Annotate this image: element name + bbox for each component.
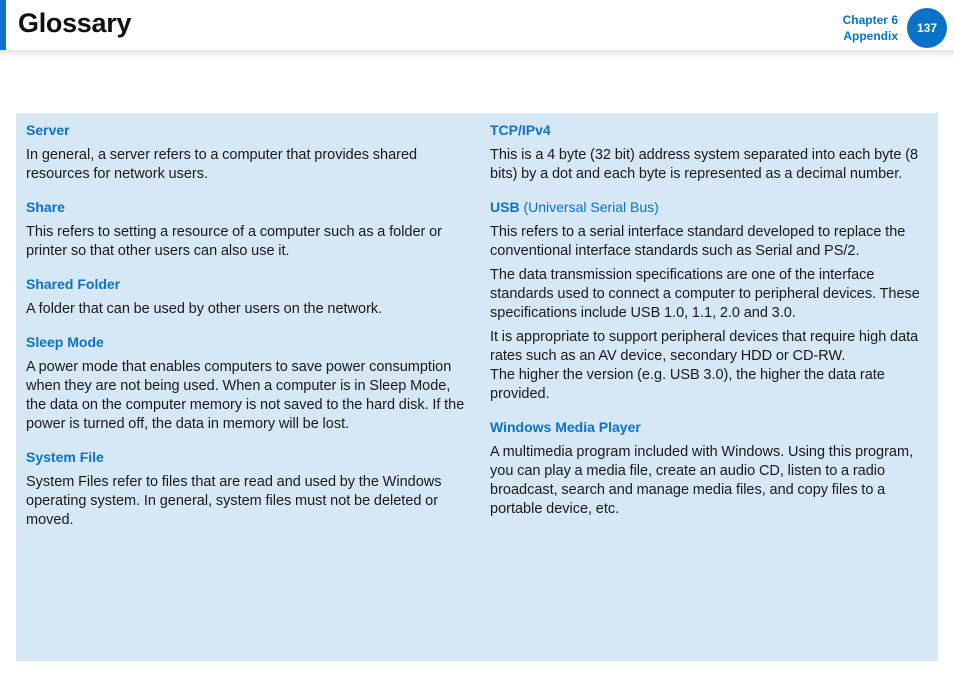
page-number-badge: 137 [907, 8, 947, 48]
chapter-name: Chapter 6 [842, 13, 898, 27]
definition-usb-1: This refers to a serial interface standard developed to replace the conventional interface standards such as Serial and PS/2. [490, 224, 906, 259]
entry-sleep-mode [26, 333, 466, 434]
definition-sleep-mode: A power mode that enables computers to save power consumption when they are not being used. When a computer is in Sleep Mode, the data on the computer memory is not saved to the hard disk. If the power is turned off, the data in memory will be lost. [26, 359, 465, 432]
term-windows-media-player: Windows Media Player [490, 419, 641, 435]
entry-tcp-ipv4 [490, 121, 930, 184]
entry-server [26, 121, 466, 184]
definition-share: This refers to setting a resource of a computer such as a folder or printer so that other users can also use it. [26, 224, 442, 259]
definition-usb-4: The higher the version (e.g. USB 3.0), the higher the data rate provided. [490, 367, 885, 402]
definition-shared-folder: A folder that can be used by other users on the network. [26, 301, 383, 317]
left-column [26, 121, 466, 544]
term-usb-name: USB [490, 199, 520, 215]
page-title: Glossary [18, 8, 132, 38]
section-name: Appendix [843, 29, 898, 43]
term-usb [490, 198, 930, 216]
definition-usb-2: The data transmission specifications are one of the interface standards used to connect a computer to peripheral devices. These specifications include USB 1.0, 1.1, 2.0 and 3.0. [490, 267, 920, 321]
entry-shared-folder [26, 275, 466, 319]
term-shared-folder: Shared Folder [26, 276, 121, 292]
header-rule [0, 50, 954, 58]
header-accent-bar [0, 0, 6, 52]
glossary-panel [16, 113, 938, 661]
term-sleep-mode: Sleep Mode [26, 334, 104, 350]
term-system-file: System File [26, 449, 104, 465]
definition-server: In general, a server refers to a computer that provides shared resources for network users. [26, 147, 418, 182]
definition-usb-3: It is appropriate to support peripheral devices that require high data rates such as an AV device, secondary HDD or CD-RW. [490, 329, 919, 364]
entry-usb [490, 198, 930, 404]
term-share: Share [26, 199, 65, 215]
entry-windows-media-player [490, 418, 930, 519]
definition-windows-media-player: A multimedia program included with Windows. Using this program, you can play a media file, create an audio CD, listen to a radio broadcast, search and manage media files, and copy files to a portable device, etc. [490, 444, 914, 517]
right-column [490, 121, 930, 533]
chapter-label [843, 12, 898, 44]
definition-system-file: System Files refer to files that are read and used by the Windows operating system. In general, system files must not be deleted or moved. [26, 474, 442, 528]
term-server: Server [26, 122, 70, 138]
entry-system-file [26, 448, 466, 530]
term-usb-note: (Universal Serial Bus) [523, 199, 659, 215]
entry-share [26, 198, 466, 261]
definition-tcp-ipv4: This is a 4 byte (32 bit) address system separated into each byte (8 bits) by a dot and each byte is represented as a decimal number. [490, 147, 919, 182]
term-tcp-ipv4: TCP/IPv4 [490, 122, 551, 138]
